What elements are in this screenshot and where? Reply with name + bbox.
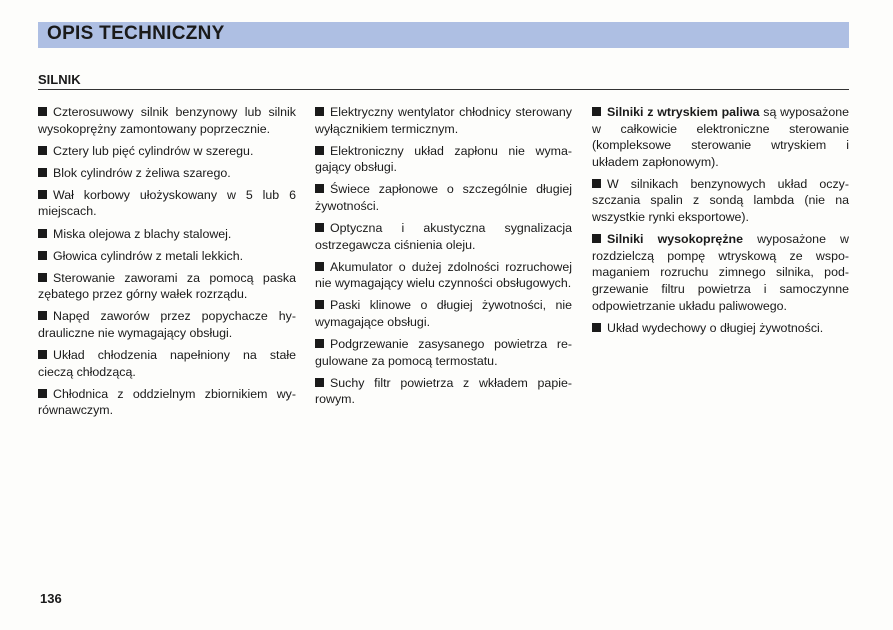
item-text: Czterosuwowy silnik benzynowy lub silnik wysokoprężny zamontowany poprzecznie. [38,105,296,136]
list-item [315,220,572,253]
list-item [315,181,572,214]
bullet-icon [315,300,324,309]
item-text: Blok cylindrów z żeliwa szarego. [53,165,231,180]
page-number: 136 [40,591,62,606]
list-item [38,226,296,243]
item-bold-lead: Silniki wysokoprężne [607,232,743,247]
list-item [38,187,296,220]
bullet-icon [315,146,324,155]
list-item [38,270,296,303]
list-item [315,297,572,330]
item-text: Elektryczny wentylator chłodnicy sterowany wyłącznikiem termicznym. [315,105,572,136]
list-item [592,320,849,337]
section-divider [38,89,849,90]
bullet-icon [315,107,324,116]
list-item [592,231,849,314]
list-item [315,143,572,176]
list-item [38,347,296,380]
item-text: Elektroniczny układ zapłonu nie wymagający obsługi. [315,143,572,175]
list-item [592,176,849,226]
list-item [38,104,296,137]
item-text: Suchy filtr powietrza z wkładem papierowym. [315,375,572,407]
list-item [38,165,296,182]
bullet-icon [38,251,47,260]
bullet-icon [315,339,324,348]
bullet-icon [315,378,324,387]
bullet-icon [38,190,47,199]
bullet-icon [592,107,601,116]
list-item [38,248,296,265]
bullet-icon [38,389,47,398]
list-item [38,386,296,419]
section-title: SILNIK [38,72,81,87]
list-item [315,104,572,137]
bullet-icon [315,184,324,193]
list-item [38,308,296,341]
item-text: W silnikach benzynowych układ oczyszczania spalin z sondą lambda (nie na wszystkie rynki eksportowe). [592,176,849,225]
item-text: Podgrzewanie zasysanego powietrza regulowane za pomocą termostatu. [315,337,572,368]
bullet-icon [38,229,47,238]
item-text: Układ chłodzenia napełniony na stałe cieczą chłodzącą. [38,348,296,379]
bullet-icon [592,323,601,332]
bullet-icon [38,350,47,359]
item-text: Optyczna i akustyczna sygnalizacja ostrzegawcza ciśnienia oleju. [315,221,572,252]
bullet-icon [315,223,324,232]
column-2 [315,104,572,414]
item-bold-lead: Silniki z wtryskiem paliwa [607,105,760,119]
list-item [315,375,572,408]
item-text: Głowica cylindrów z metali lekkich. [53,248,244,263]
item-text: wyposażone w rozdzielczą pompę wtryskową ze wspomaganiem rozruchu zimnego silnika, podgrzewanie filtru powietrza i samoczynne odpowietrzanie układu paliwowego. [592,232,850,313]
bullet-icon [315,262,324,271]
list-item [315,259,572,292]
list-item [315,336,572,369]
list-item [592,104,849,170]
column-3 [592,104,849,342]
list-item [38,143,296,160]
item-text: Wał korbowy ułożyskowany w 5 lub 6 miejscach. [38,187,296,219]
bullet-icon [592,234,601,243]
bullet-icon [38,168,47,177]
item-text: Paski klinowe o długiej żywotności, nie wymagające obsługi. [315,298,572,330]
item-text: Sterowanie zaworami za pomocą paska zębatego przez górny wałek rozrządu. [38,270,296,302]
item-text: Świece zapłonowe o szczególnie długiej żywotności. [315,182,572,213]
item-text: Miska olejowa z blachy stalowej. [53,226,232,241]
item-text: Cztery lub pięć cylindrów w szeregu. [53,143,254,158]
item-text: Chłodnica z oddzielnym zbiornikiem wyrównawczym. [38,386,296,418]
page-title: OPIS TECHNICZNY [47,23,225,44]
bullet-icon [38,273,47,282]
bullet-icon [592,179,601,188]
item-text: Akumulator o dużej zdolności rozruchowej nie wymagający wielu czynności obsługowych. [315,259,572,291]
item-text: Napęd zaworów przez popychacze hydrauliczne nie wymagający obsługi. [38,309,296,341]
column-1 [38,104,296,425]
bullet-icon [38,107,47,116]
bullet-icon [38,146,47,155]
item-text: Układ wydechowy o długiej żywotności. [607,320,824,335]
bullet-icon [38,311,47,320]
item-text: są wyposażone w całkowicie elektroniczne sterowanie (kompleksowe sterowanie wtryskiem i układem zapłonowym). [592,105,849,169]
